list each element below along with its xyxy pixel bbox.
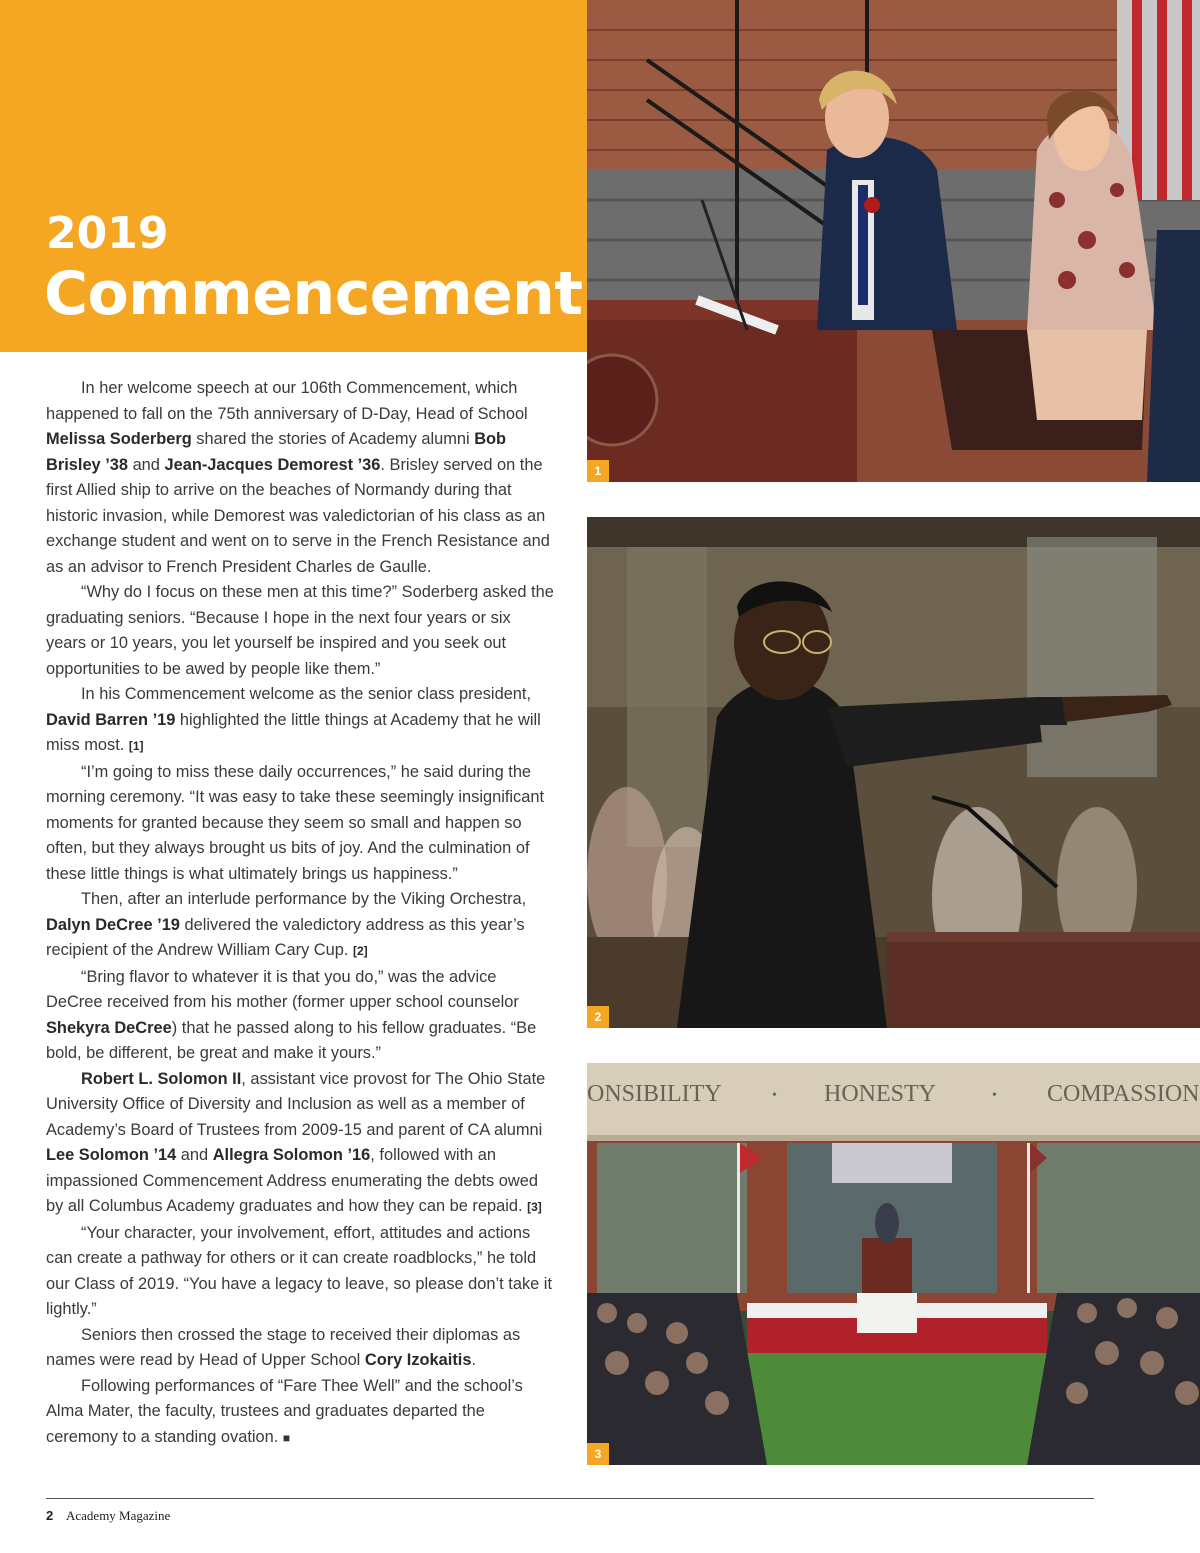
paragraph-9 [46,1323,554,1374]
paragraph-2: “Why do I focus on these men at this time?” Soderberg asked the graduating seniors. “Because I hope in the next four years or six years or 10 years, you let yourself be inspired and you seek out opportunities to be awed by people like them.” [46,583,554,678]
end-mark: ■ [282,1430,291,1445]
name-soderberg: Melissa Soderberg [46,430,192,448]
text: and [176,1146,213,1164]
text: ) that he passed along to his fellow graduates. “Be bold, be different, be great and make it yours.” [46,1018,537,1062]
text: and [128,455,165,474]
svg-text:•: • [772,1088,777,1103]
name-izokaitis: Cory Izokaitis [364,1351,472,1369]
photo-reference: [2] [353,944,368,958]
text: In his Commencement welcome as the senior class president, [81,685,532,703]
title-banner [0,0,587,352]
page-number: 2 [46,1508,54,1523]
text: Then, after an interlude performance by the Viking Orchestra, [81,890,527,908]
text: In her welcome speech at our 106th Commencement, which happened to fall on the 75th anniversary of D-Day, Head of School [46,379,528,423]
text: Seniors then crossed the stage to received their diplomas as names were read by Head of Upper School [46,1325,521,1369]
name-allegra-solomon: Allegra Solomon ’16 [212,1146,371,1164]
paragraph-10 [46,1374,554,1452]
name-lee-solomon: Lee Solomon ’14 [46,1146,177,1164]
text: “Bring flavor to whatever it is that you do,” was the advice DeCree received from his mother (former upper school counselor [46,967,519,1011]
sign-word-honesty: HONESTY [824,1081,936,1107]
name-shekyra-decree: Shekyra DeCree [46,1018,172,1037]
sign-word-compassion: COMPASSION [1047,1081,1200,1107]
text: , followed with an impassioned Commencement Address enumerating the debts owed by all Columbus Academy graduates and how they can be repaid. [46,1146,538,1215]
page-title: Commencement [44,259,583,329]
photo-reference: [3] [527,1200,542,1214]
photo-number: 3 [587,1443,609,1465]
text: delivered the valedictory address as this year’s recipient of the Andrew William Cary Cup. [46,915,525,959]
paragraph-8: “Your character, your involvement, effort, attitudes and actions can create a pathway for others or it can create roadblocks,” he told our Class of 2019. “You have a legacy to leave, so please don’t take it lightly.” [46,1223,553,1318]
photo-reference: [1] [128,739,144,753]
photo-number: 1 [587,460,609,482]
text: shared the stories of Academy alumni [191,430,475,448]
text: Following performances of “Fare Thee Well” and the school’s Alma Mater, the faculty, trustees and graduates departed the ceremony to a standing ovation. [46,1376,523,1446]
photo-number: 2 [587,1006,609,1028]
photo-student-speaker [587,0,1200,482]
publication-name: Academy Magazine [66,1508,171,1523]
paragraph-3 [46,682,554,760]
article-body [46,376,554,1451]
name-demorest: Jean-Jacques Demorest ’36 [164,455,381,474]
paragraph-4: “I’m going to miss these daily occurrences,” he said during the morning ceremony. “It was easy to take these seemingly insignificant moments for granted because they seem so small and happen so often, but they always brought us bits of joy. And the culmination of these little things is what ultimately brings us happiness.” [46,762,545,883]
text: . [471,1351,477,1369]
paragraph-1 [46,376,554,580]
text: , assistant vice provost for The Ohio State University Office of Diversity and Inclusion as well as a member of Academy’s Board of Trustees from 2009-15 and parent of CA alumni [46,1069,546,1139]
svg-text:•: • [992,1088,997,1103]
photo-commencement-address [587,1063,1200,1465]
name-solomon: Robert L. Solomon II [81,1069,242,1088]
name-decree: Dalyn DeCree ’19 [46,915,180,934]
name-brisley: Bob Brisley ’38 [46,430,507,474]
title-year: 2019 [46,208,169,259]
name-barren: David Barren ’19 [46,710,176,729]
text: highlighted the little things at Academy that he will miss most. [46,710,541,754]
paragraph-7 [46,1067,554,1221]
sign-word-responsibility: ONSIBILITY [587,1081,722,1107]
paragraph-6 [46,965,554,1067]
text: . Brisley served on the first Allied ship to arrive on the beaches of Normandy during that historic invasion, while Demorest was valedictorian of his class as an exchange student and went on to serve in the French Resistance and as an advisor to French President Charles de Gaulle. [46,455,550,576]
footer-divider [46,1498,1094,1499]
photo-valedictorian [587,517,1200,1028]
paragraph-5 [46,887,554,965]
